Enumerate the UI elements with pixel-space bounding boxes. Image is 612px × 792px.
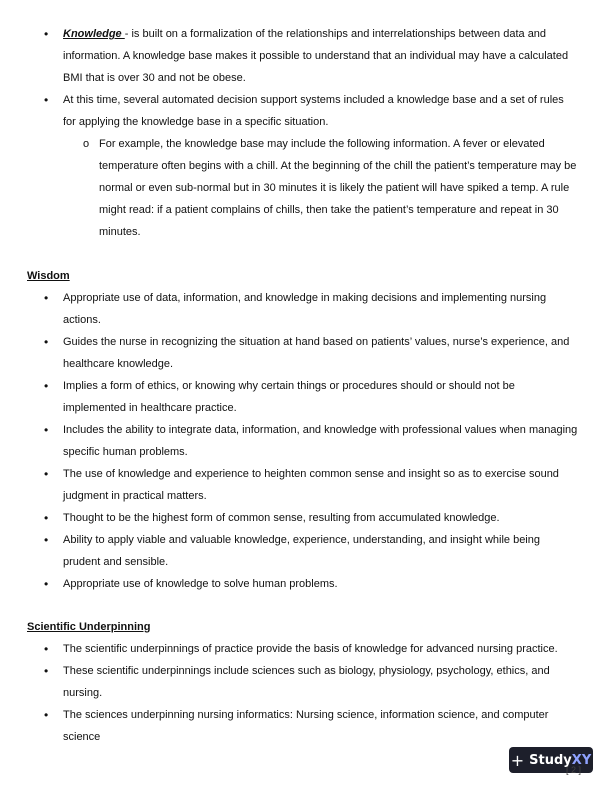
list-item: • Appropriate use of data, information, and knowledge in making decisions and implementing nursing actions.	[0, 287, 578, 331]
list-item: • Ability to apply viable and valuable knowledge, experience, understanding, and insight while being prudent and sensible.	[0, 529, 578, 573]
plus-icon: +	[510, 750, 525, 770]
list-item: • Appropriate use of knowledge to solve human problems.	[0, 573, 578, 595]
page-number: [ 2 ]	[566, 765, 582, 775]
knowledge-definition: - is built on a formalization of the relationships and interrelationships between data and information. A knowledge base makes it possible to understand that an individual may have a calculated BMI that is over 30 and not be obese.	[63, 28, 569, 84]
list-item: • The use of knowledge and experience to heighten common sense and insight so as to exercise sound judgment in practical matters.	[0, 463, 578, 507]
logo-prefix: Study	[529, 752, 572, 768]
list-item: • These scientific underpinnings include sciences such as biology, physiology, psychology, ethics, and nursing.	[0, 660, 578, 704]
list-item: • Thought to be the highest form of common sense, resulting from accumulated knowledge.	[0, 507, 578, 529]
list-item	[0, 23, 578, 89]
wisdom-heading: Wisdom	[27, 270, 70, 282]
list-item: • Guides the nurse in recognizing the situation at hand based on patients’ values, nurse’s experience, and healthcare knowledge.	[0, 331, 578, 375]
list-item: • The sciences underpinning nursing informatics: Nursing science, information science, and computer science	[0, 704, 578, 748]
decision-support-text: At this time, several automated decision support systems included a knowledge base and a set of rules for applying the knowledge base in a specific situation.	[63, 94, 564, 128]
list-item	[0, 89, 578, 133]
example-text: For example, the knowledge base may include the following information. A fever or elevated temperature often begins with a chill. At the beginning of the chill the patient’s temperature may be normal or even sub-normal but in 30 minutes it is likely the patient will have spiked a temp. A rule might read: if a patient complains of chills, then take the patient’s temperature and repeat in 30 minutes.	[99, 138, 577, 238]
knowledge-term: Knowledge	[63, 28, 125, 40]
list-item: • Includes the ability to integrate data, information, and knowledge with professional values when managing specific human problems.	[0, 419, 578, 463]
sub-list-item	[0, 133, 579, 243]
wisdom-list	[0, 287, 612, 595]
scientific-underpinning-heading: Scientific Underpinning	[27, 621, 151, 633]
intro-list	[0, 23, 612, 243]
list-item: • The scientific underpinnings of practice provide the basis of knowledge for advanced nursing practice.	[0, 638, 578, 660]
logo-accent: XY	[571, 752, 592, 768]
scientific-list	[0, 638, 612, 748]
list-item: • Implies a form of ethics, or knowing why certain things or procedures should or should not be implemented in healthcare practice.	[0, 375, 578, 419]
